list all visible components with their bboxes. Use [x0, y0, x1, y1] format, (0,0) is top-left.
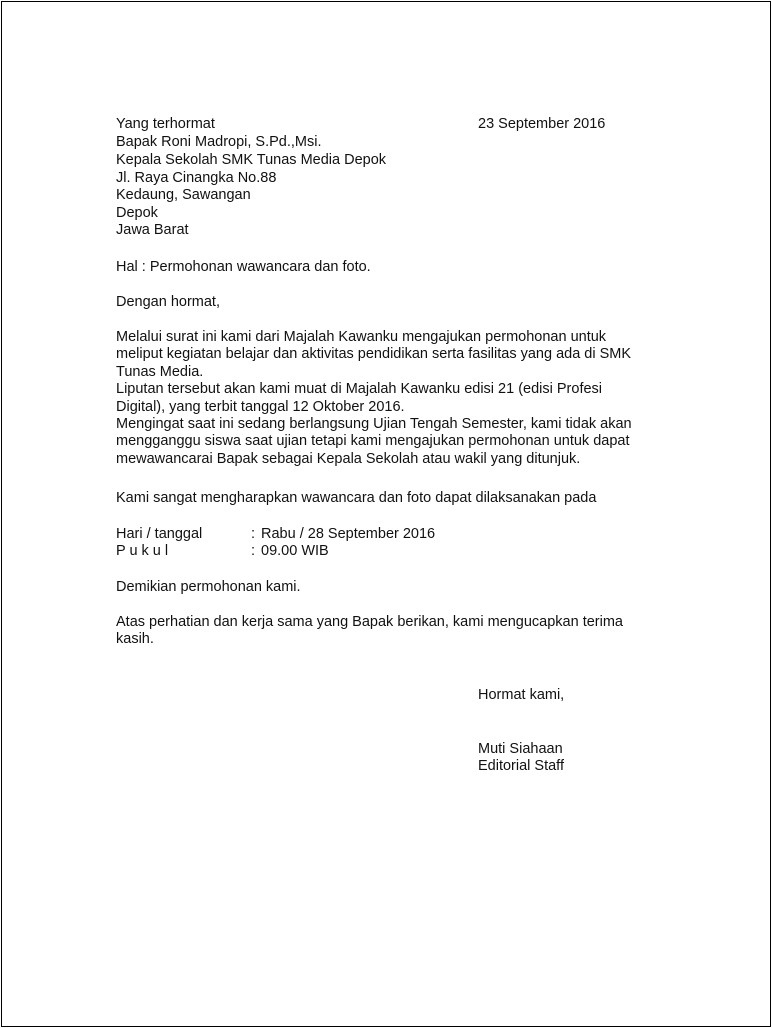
subject-line: Hal : Permohonan wawancara dan foto. [116, 259, 371, 275]
valediction: Hormat kami, [478, 687, 565, 703]
body-line: Tunas Media. [116, 363, 204, 380]
body-paragraph [116, 329, 656, 468]
body-line: Mengingat saat ini sedang berlangsung Ujian Tengah Semester, kami tidak akan [116, 416, 632, 433]
recipient-line: Kedaung, Sawangan [116, 187, 251, 203]
thanks-line: kasih. [116, 631, 154, 648]
thanks-paragraph [116, 614, 656, 649]
body-line: mewawancarai Bapak sebagai Kepala Sekolah atau wakil yang ditunjuk. [116, 450, 581, 467]
recipient-line: Kepala Sekolah SMK Tunas Media Depok [116, 152, 387, 168]
schedule-value: 09.00 WIB [261, 543, 329, 559]
closing-statement: Demikian permohonan kami. [116, 579, 301, 595]
body-line: Liputan tersebut akan kami muat di Majalah Kawanku edisi 21 (edisi Profesi [116, 381, 603, 398]
greeting: Dengan hormat, [116, 294, 220, 310]
schedule-separator: : [251, 543, 256, 559]
recipient-line: Depok [116, 205, 158, 221]
signer-name: Muti Siahaan [478, 741, 563, 757]
schedule-separator: : [251, 526, 256, 542]
recipient-line: Bapak Roni Madropi, S.Pd.,Msi. [116, 134, 322, 150]
request-paragraph: Kami sangat mengharapkan wawancara dan foto dapat dilaksanakan pada [116, 490, 597, 506]
schedule-value: Rabu / 28 September 2016 [261, 526, 436, 542]
salutation: Yang terhormat [116, 116, 215, 132]
body-line: meliput kegiatan belajar dan aktivitas pendidikan serta fasilitas yang ada di SMK [116, 346, 632, 363]
thanks-line: Atas perhatian dan kerja sama yang Bapak berikan, kami mengucapkan terima [116, 614, 623, 630]
body-line: mengganggu siswa saat ujian tetapi kami mengajukan permohonan untuk dapat [116, 433, 630, 450]
schedule-label: P u k u l [116, 543, 169, 559]
recipient-line: Jl. Raya Cinangka No.88 [116, 170, 277, 186]
schedule-label: Hari / tanggal [116, 526, 203, 542]
recipient-line: Jawa Barat [116, 222, 189, 238]
letter-date: 23 September 2016 [478, 116, 606, 132]
body-line: Melalui surat ini kami dari Majalah Kawanku mengajukan permohonan untuk [116, 329, 607, 345]
body-line: Digital), yang terbit tanggal 12 Oktober 2016. [116, 398, 405, 415]
letter-page [1, 1, 771, 1027]
signer-title: Editorial Staff [478, 758, 564, 774]
